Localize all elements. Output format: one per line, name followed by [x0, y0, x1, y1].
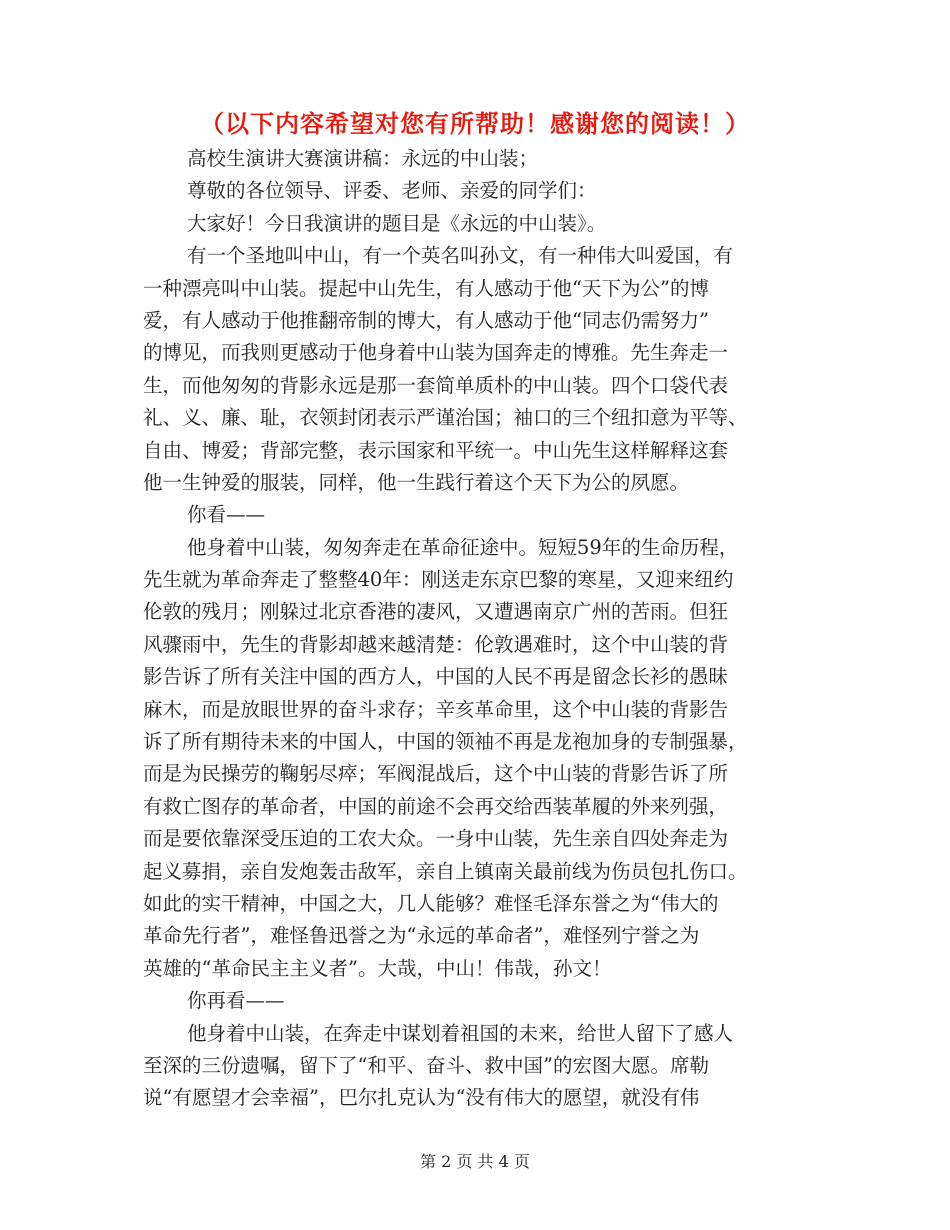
text-line: 英雄的“革命民主主义者”。大哉，中山！伟哉，孙文！	[143, 956, 612, 980]
text-line: 诉了所有期待未来的中国人，中国的领袖不再是龙袍加身的专制强暴，	[143, 730, 748, 754]
text-line: 起义募捐，亲自发炮轰击敌军，亲自上镇南关最前线为伤员包扎伤口。	[143, 859, 748, 883]
text-line: 有救亡图存的革命者，中国的前途不会再交给西装革履的外来列强，	[143, 794, 729, 818]
text-line: 革命先行者”，难怪鲁迅誉之为“永远的革命者”，难怪列宁誉之为	[143, 924, 700, 948]
text-line: 而是为民操劳的鞠躬尽瘁；军阀混战后，这个中山装的背影告诉了所	[143, 762, 729, 786]
header-banner: （以下内容希望对您有所帮助！感谢您的阅读！）	[200, 109, 750, 138]
page-footer: 第 2 页 共 4 页	[420, 1152, 530, 1171]
text-line: 他身着中山装，匆匆奔走在革命征途中。短短59年的生命历程，	[187, 535, 739, 559]
text-line: 的博见，而我则更感动于他身着中山装为国奔走的博雅。先生奔走一	[143, 341, 729, 365]
text-line: 自由、博爱；背部完整，表示国家和平统一。中山先生这样解释这套	[143, 438, 729, 462]
text-line: 爱，有人感动于他推翻帝制的博大，有人感动于他“同志仍需努力”	[143, 308, 709, 332]
text-line: 而是要依靠深受压迫的工农大众。一身中山装，先生亲自四处奔走为	[143, 827, 729, 851]
text-line: 你看——	[187, 503, 266, 527]
text-line: 大家好！今日我演讲的题目是《永远的中山装》。	[187, 211, 607, 235]
text-line: 一种漂亮叫中山装。提起中山先生，有人感动于他“天下为公”的博	[143, 276, 709, 300]
text-line: 他一生钟爱的服装，同样，他一生践行着这个天下为公的夙愿。	[143, 470, 690, 494]
document-body	[143, 143, 807, 1115]
text-line: 礼、义、廉、耻，衣领封闭表示严谨治国；袖口的三个纽扣意为平等、	[143, 406, 748, 430]
text-line: 有一个圣地叫中山，有一个英名叫孙文，有一种伟大叫爱国，有	[187, 244, 734, 268]
text-line: 如此的实干精神，中国之大，几人能够？难怪毛泽东誉之为“伟大的	[143, 891, 719, 915]
text-line: 高校生演讲大赛演讲稿：永远的中山装；	[187, 147, 539, 170]
text-line: 尊敬的各位领导、评委、老师、亲爱的同学们：	[187, 179, 597, 203]
text-line: 至深的三份遗嘱，留下了“和平、奋斗、救中国”的宏图大愿。席勒	[143, 1053, 709, 1077]
text-line: 生，而他匆匆的背影永远是那一套简单质朴的中山装。四个口袋代表	[143, 373, 729, 397]
text-line: 麻木，而是放眼世界的奋斗求存；辛亥革命里，这个中山装的背影告	[143, 697, 729, 721]
text-line: 风骤雨中，先生的背影却越来越清楚：伦敦遇难时，这个中山装的背	[143, 632, 729, 656]
text-line: 说“有愿望才会幸福”，巴尔扎克认为“没有伟大的愿望，就没有伟	[143, 1086, 700, 1110]
text-line: 他身着中山装，在奔走中谋划着祖国的未来，给世人留下了感人	[187, 1021, 734, 1045]
text-line: 伦敦的残月；刚躲过北京香港的凄风，又遭遇南京广州的苦雨。但狂	[143, 600, 729, 624]
text-line: 影告诉了所有关注中国的西方人，中国的人民不再是留念长衫的愚昧	[143, 665, 729, 689]
text-line: 先生就为革命奔走了整整40年：刚送走东京巴黎的寒星，又迎来纽约	[143, 568, 734, 592]
text-line: 你再看——	[187, 989, 285, 1013]
